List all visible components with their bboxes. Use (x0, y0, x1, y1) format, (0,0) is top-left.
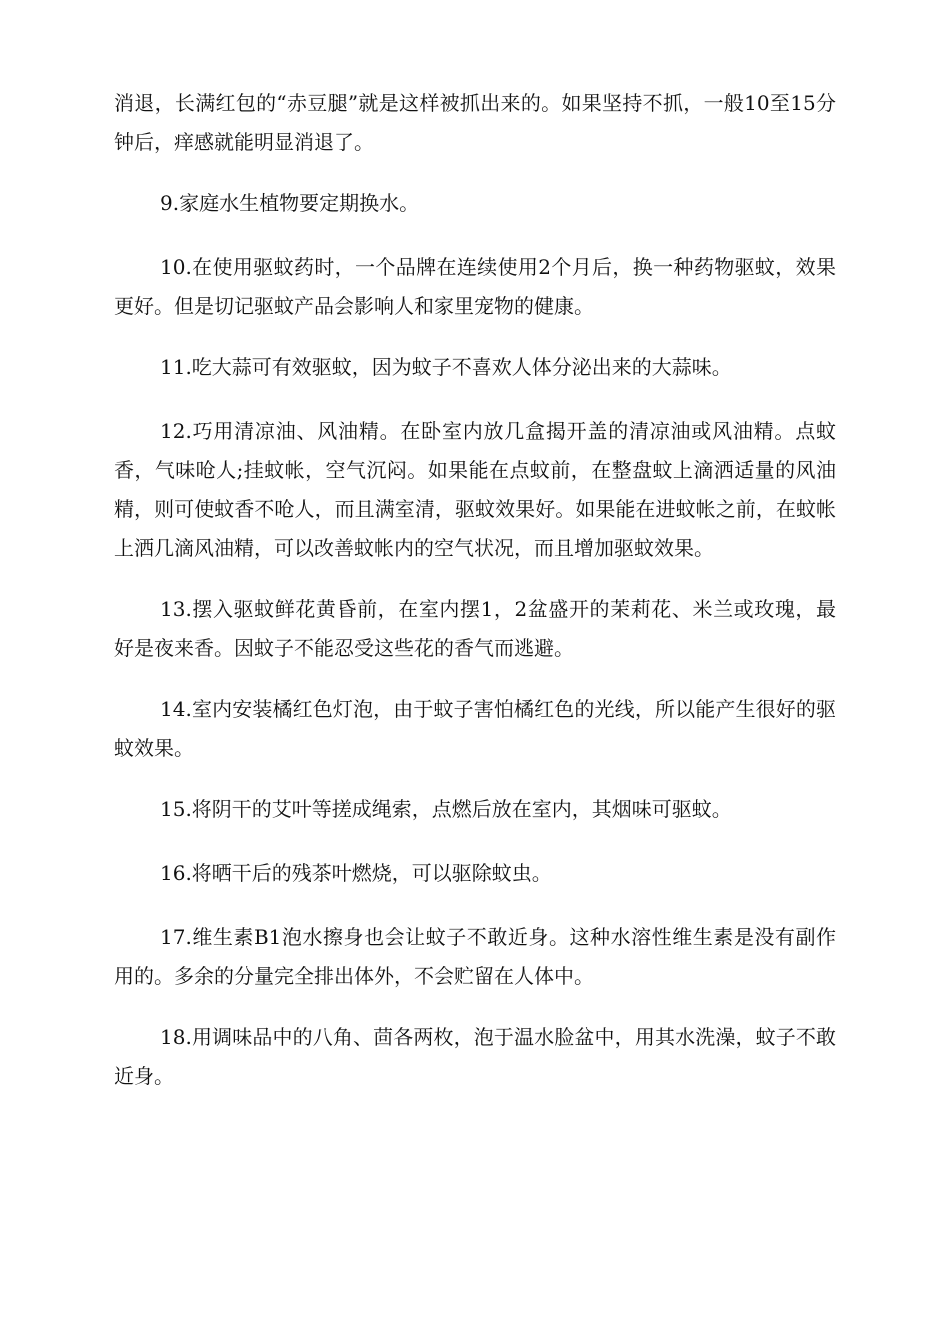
paragraph-item-15: 15.将阴干的艾叶等搓成绳索，点燃后放在室内，其烟味可驱蚊。 (160, 797, 732, 821)
paragraph-item-13: 13.摆入驱蚊鲜花黄昏前，在室内摆1，2盆盛开的茉莉花、米兰或玫瑰，最好是夜来香。因蚊子不能忍受这些花的香气而逃避。 (114, 597, 836, 660)
paragraph-item-14: 14.室内安装橘红色灯泡，由于蚊子害怕橘红色的光线，所以能产生很好的驱蚊效果。 (114, 697, 836, 760)
paragraph-item-11: 11.吃大蒜可有效驱蚊，因为蚊子不喜欢人体分泌出来的大蒜味。 (160, 355, 732, 379)
paragraph-item-10: 10.在使用驱蚊药时，一个品牌在连续使用2个月后，换一种药物驱蚊，效果更好。但是切记驱蚊产品会影响人和家里宠物的健康。 (114, 255, 836, 318)
paragraph-continued: 消退，长满红包的“赤豆腿”就是这样被抓出来的。如果坚持不抓，一般10至15分钟后，痒感就能明显消退了。 (114, 91, 836, 154)
paragraph-item-18: 18.用调味品中的八角、茴各两枚，泡于温水脸盆中，用其水洗澡，蚊子不敢近身。 (114, 1025, 836, 1088)
paragraph-item-17: 17.维生素B1泡水擦身也会让蚊子不敢近身。这种水溶性维生素是没有副作用的。多余的分量完全排出体外，不会贮留在人体中。 (114, 925, 836, 988)
paragraph-item-16: 16.将晒干后的残茶叶燃烧，可以驱除蚊虫。 (160, 861, 552, 885)
paragraph-item-12: 12.巧用清凉油、风油精。在卧室内放几盒揭开盖的清凉油或风油精。点蚊香，气味呛人;挂蚊帐，空气沉闷。如果能在点蚊前，在整盘蚊上滴洒适量的风油精，则可使蚊香不呛人，而且满室清，驱蚊效果好。如果能在进蚊帐之前，在蚊帐上洒几滴风油精，可以改善蚊帐内的空气状况，而且增加驱蚊效果。 (114, 419, 836, 560)
paragraph-item-9: 9.家庭水生植物要定期换水。 (160, 191, 420, 215)
document-page (114, 84, 836, 1118)
